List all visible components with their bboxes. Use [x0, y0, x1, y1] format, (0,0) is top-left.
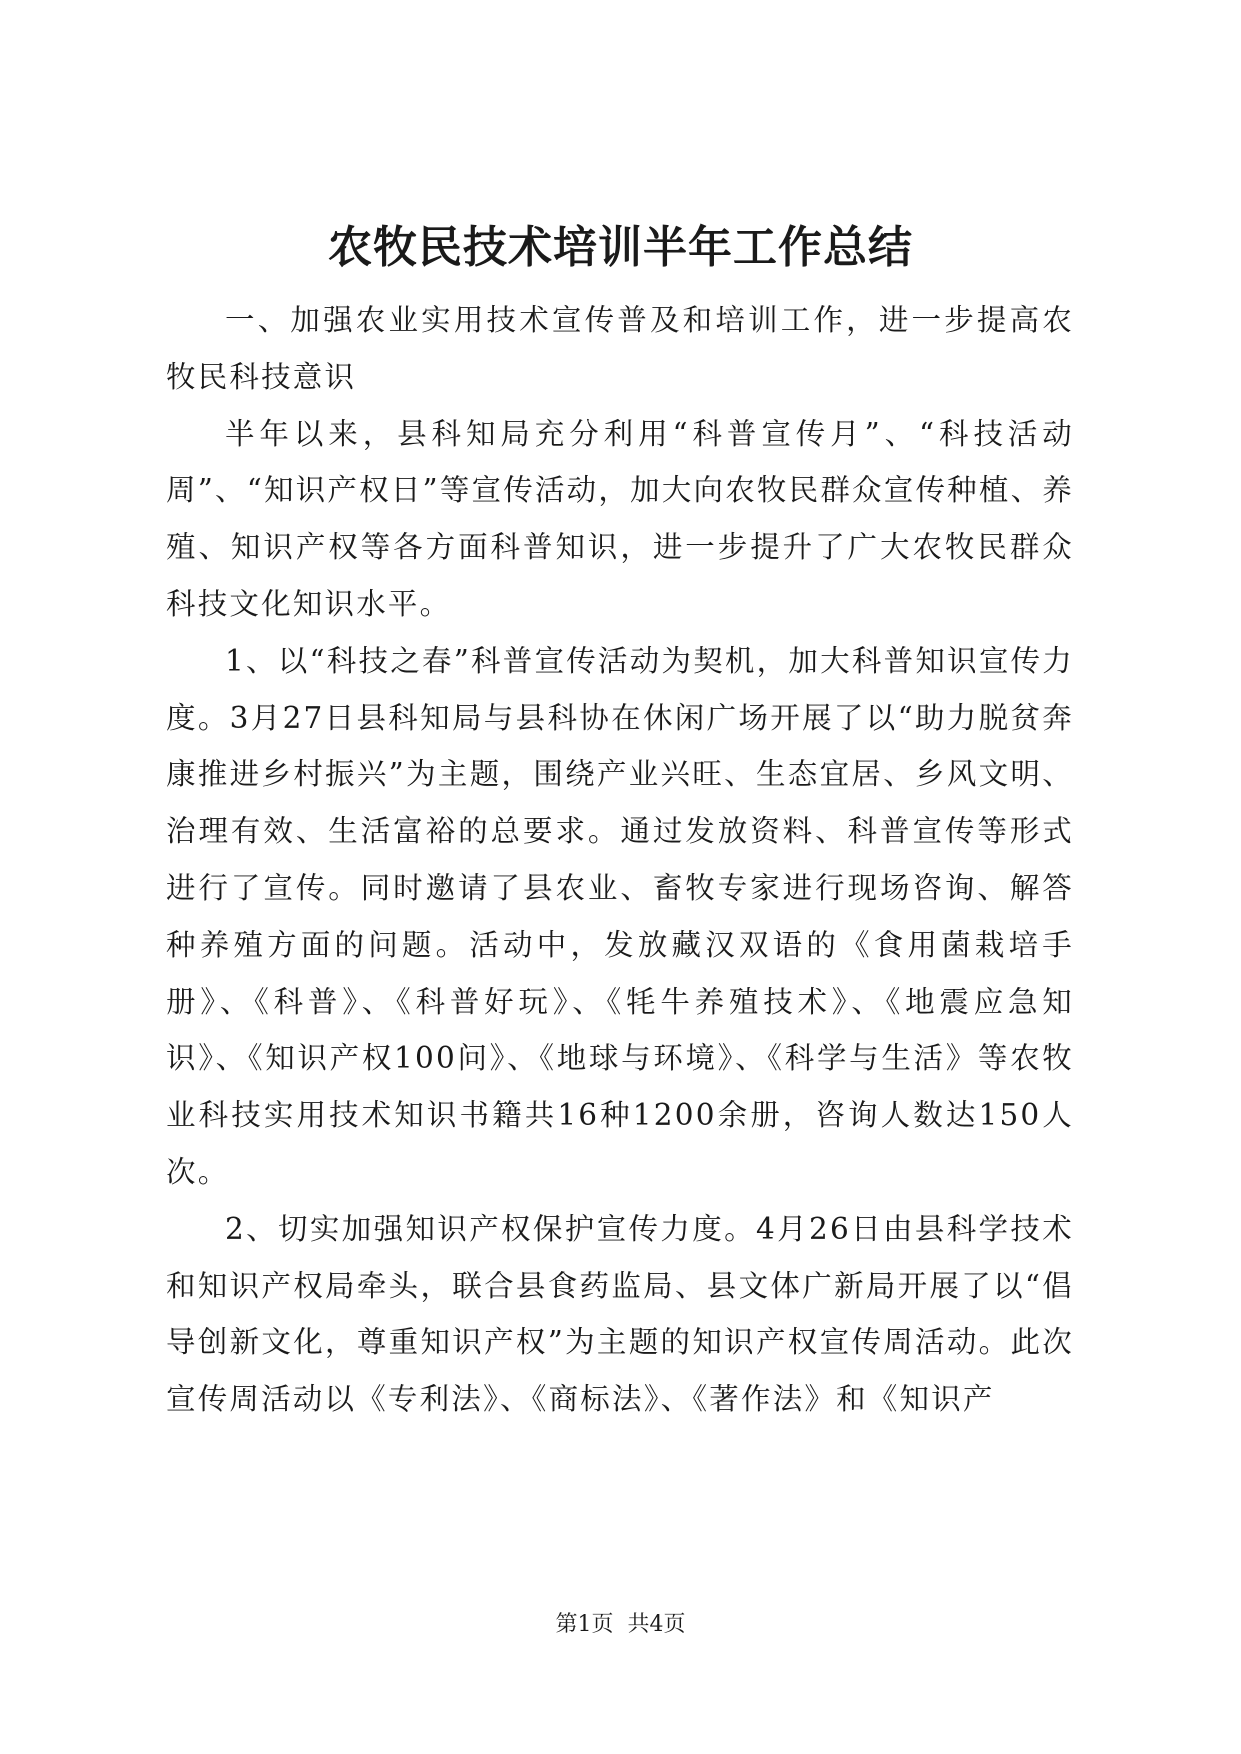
page-total: 共4页	[627, 1612, 686, 1637]
document-title: 农牧民技术培训半年工作总结	[328, 222, 913, 273]
section-heading: 一、加强农业实用技术宣传普及和培训工作，进一步提高农牧民科技意识	[166, 303, 1074, 394]
paragraph: 1、以“科技之春”科普宣传活动为契机，加大科普知识宣传力度。3月27日县科知局与县科协在休闲广场开展了以“助力脱贫奔康推进乡村振兴”为主题，围绕产业兴旺、生态宜居、乡风文明、治理有效、生活富裕的总要求。通过发放资料、科普宣传等形式进行了宣传。同时邀请了县农业、畜牧专家进行现场咨询、解答种养殖方面的问题。活动中，发放藏汉双语的《食用菌栽培手册》、《科普》、《科普好玩》、《牦牛养殖技术》、《地震应急知识》、《知识产权100问》、《地球与环境》、《科学与生活》等农牧业科技实用技术知识书籍共16种1200余册，咨询人数达150人次。	[166, 643, 1074, 1189]
page-number: 第1页	[555, 1612, 614, 1637]
paragraph: 2、切实加强知识产权保护宣传力度。4月26日由县科学技术和知识产权局牵头，联合县食药监局、县文体广新局开展了以“倡导创新文化，尊重知识产权”为主题的知识产权宣传周活动。此次宣传周活动以《专利法》、《商标法》、《著作法》和《知识产	[166, 1211, 1074, 1417]
page-footer	[0, 1610, 1241, 1640]
document-body	[166, 292, 1074, 1428]
paragraph: 半年以来，县科知局充分利用“科普宣传月”、“科技活动周”、“知识产权日”等宣传活动，加大向农牧民群众宣传种植、养殖、知识产权等各方面科普知识，进一步提升了广大农牧民群众科技文化知识水平。	[166, 416, 1074, 621]
